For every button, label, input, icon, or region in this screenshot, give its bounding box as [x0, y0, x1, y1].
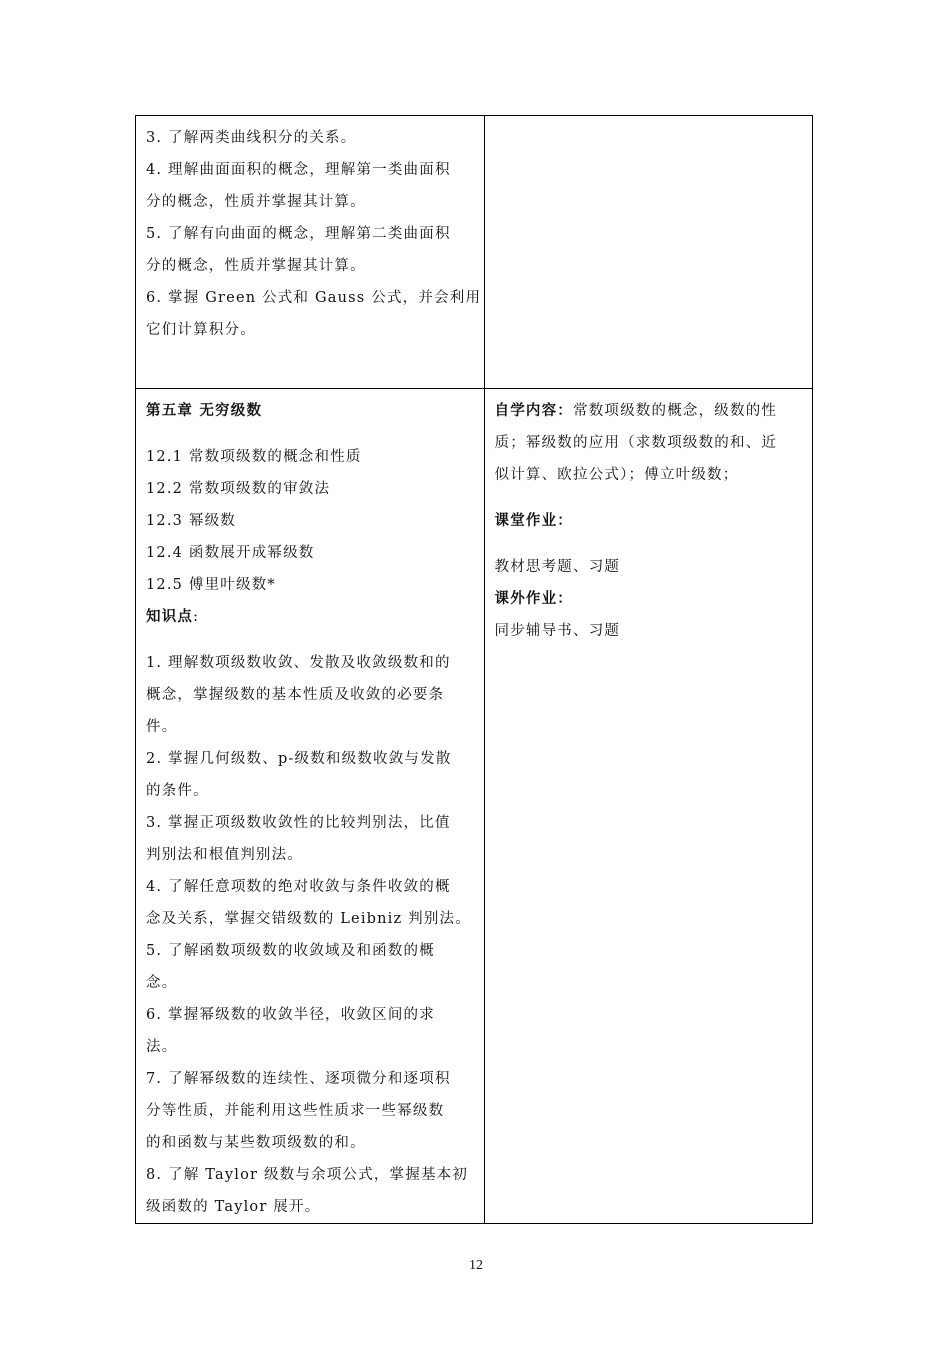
section-item: 12.5 傅里叶级数*	[146, 577, 276, 593]
self-study-text: 质；幂级数的应用（求数项级数的和、近	[494, 435, 778, 451]
self-study-first-line	[495, 395, 803, 427]
knowledge-colon: :	[193, 609, 200, 625]
knowledge-line: 分等性质，并能利用这些性质求一些幂级数	[146, 1103, 445, 1119]
knowledge-line: 法。	[146, 1039, 178, 1055]
objective-line: 3. 了解两类曲线积分的关系。	[146, 130, 357, 146]
section-item: 12.3 幂级数	[146, 513, 236, 529]
knowledge-line: 6. 掌握幂级数的收敛半径，收敛区间的求	[146, 1007, 435, 1023]
knowledge-line: 4. 了解任意项数的绝对收敛与条件收敛的概	[146, 879, 451, 895]
objective-line: 5. 了解有向曲面的概念，理解第二类曲面积	[146, 226, 451, 242]
right-cell-empty	[484, 116, 813, 389]
knowledge-line: 念及关系，掌握交错级数的 Leibniz 判别法。	[146, 911, 471, 927]
knowledge-line: 8. 了解 Taylor 级数与余项公式，掌握基本初	[146, 1167, 469, 1183]
knowledge-line: 判别法和根值判别法。	[146, 847, 303, 863]
knowledge-line: 5. 了解函数项级数的收敛域及和函数的概	[146, 943, 435, 959]
classwork-text: 教材思考题、习题	[494, 559, 621, 575]
self-study-label: 自学内容：	[494, 402, 573, 419]
objective-line: 它们计算积分。	[146, 322, 256, 338]
table-row	[136, 116, 813, 389]
syllabus-table	[135, 115, 813, 1224]
left-cell	[136, 116, 485, 389]
page-number: 12	[469, 1258, 483, 1273]
objective-line: 分的概念，性质并掌握其计算。	[146, 258, 366, 274]
knowledge-line: 概念，掌握级数的基本性质及收敛的必要条	[146, 687, 445, 703]
knowledge-line: 3. 掌握正项级数收敛性的比较判别法，比值	[146, 815, 451, 831]
knowledge-line: 1. 理解数项级数收敛、发散及收敛级数和的	[146, 655, 451, 671]
knowledge-line: 级函数的 Taylor 展开。	[146, 1199, 321, 1215]
classwork-label: 课堂作业：	[494, 512, 573, 529]
objective-line: 4. 理解曲面面积的概念，理解第一类曲面积	[146, 162, 451, 178]
self-study-text: 似计算、欧拉公式）；傅立叶级数；	[494, 467, 739, 483]
homework-text: 同步辅导书、习题	[494, 623, 621, 639]
section-item: 12.4 函数展开成幂级数	[146, 545, 315, 561]
homework-label: 课外作业：	[494, 590, 573, 607]
knowledge-line: 念。	[146, 975, 178, 991]
left-cell	[136, 389, 485, 1224]
knowledge-line: 件。	[146, 719, 178, 735]
knowledge-line: 的条件。	[146, 783, 209, 799]
chapter-title: 第五章 无穷级数	[146, 402, 263, 419]
objective-line: 6. 掌握 Green 公式和 Gauss 公式，并会利用	[146, 290, 482, 306]
knowledge-line: 2. 掌握几何级数、p-级数和级数收敛与发散	[146, 751, 452, 767]
objective-line: 分的概念，性质并掌握其计算。	[146, 194, 366, 210]
right-cell	[484, 389, 813, 1224]
knowledge-line: 7. 了解幂级数的连续性、逐项微分和逐项积	[146, 1071, 451, 1087]
knowledge-line: 的和函数与某些数项级数的和。	[146, 1135, 366, 1151]
self-study-text: 常数项级数的概念，级数的性	[573, 403, 778, 419]
knowledge-label: 知识点	[146, 608, 194, 625]
section-item: 12.1 常数项级数的概念和性质	[146, 449, 362, 465]
section-item: 12.2 常数项级数的审敛法	[146, 481, 331, 497]
table-row	[136, 389, 813, 1224]
knowledge-heading	[146, 601, 474, 633]
